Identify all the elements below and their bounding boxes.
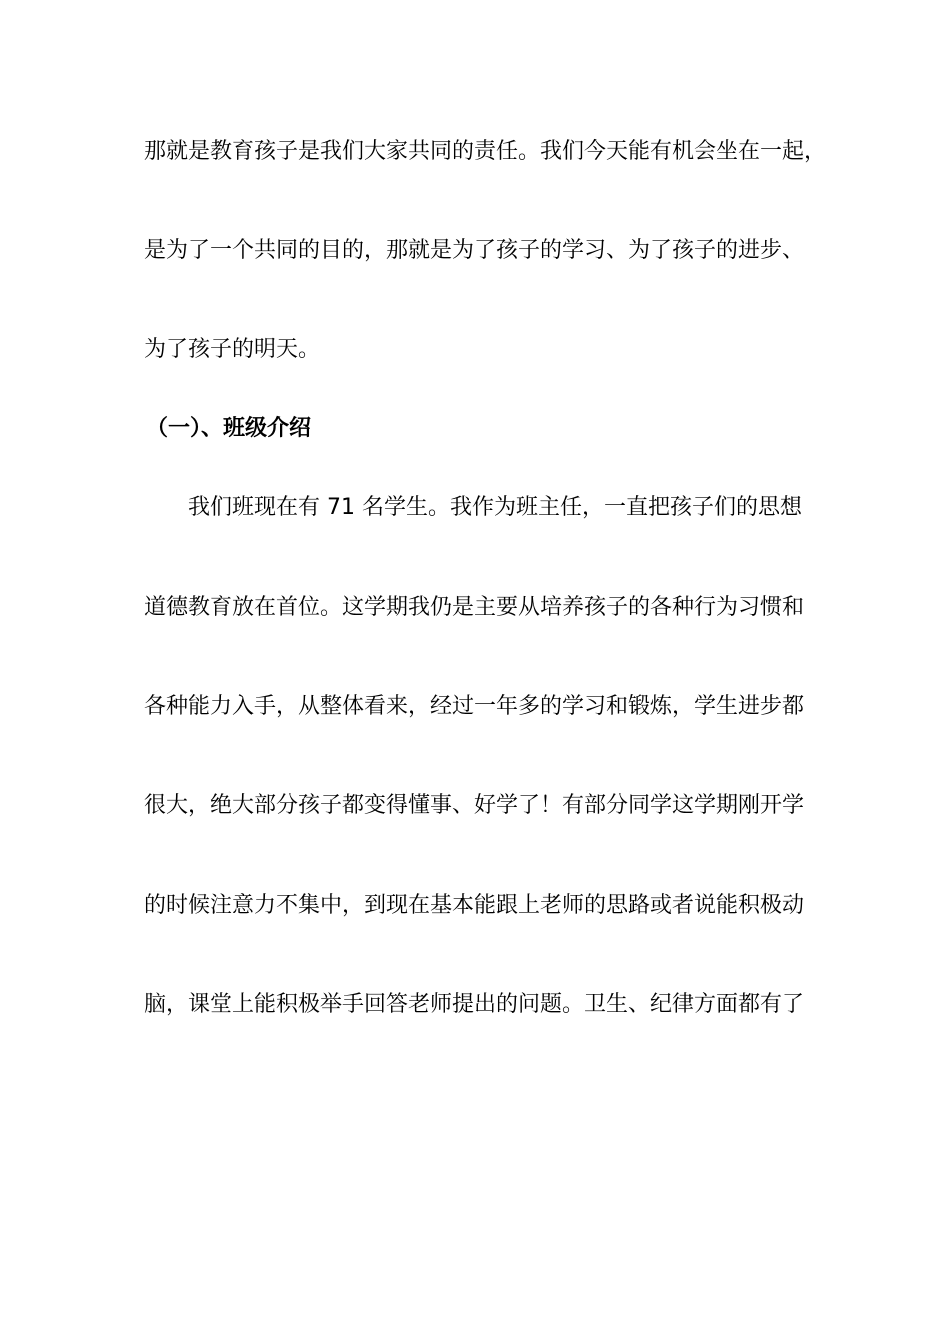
text-line: 那就是教育孩子是我们大家共同的责任。我们今天能有机会坐在一起， [144, 139, 827, 164]
section-heading: （一）、班级介绍 [146, 416, 312, 441]
paragraph-line: 道德教育放在首位。这学期我仍是主要从培养孩子的各种行为习惯和 [144, 595, 805, 620]
text-line: 是为了一个共同的目的，那就是为了孩子的学习、为了孩子的进步、 [144, 238, 805, 263]
paragraph-line: 各种能力入手，从整体看来，经过一年多的学习和锻炼，学生进步都 [144, 694, 805, 719]
paragraph-line: 脑，课堂上能积极举手回答老师提出的问题。卫生、纪律方面都有了 [144, 992, 805, 1017]
paragraph-line: 我们班现在有 71 名学生。我作为班主任，一直把孩子们的思想 [188, 495, 802, 520]
paragraph-line: 的时候注意力不集中，到现在基本能跟上老师的思路或者说能积极动 [144, 893, 805, 918]
text-line: 为了孩子的明天。 [144, 337, 321, 362]
paragraph-line: 很大，绝大部分孩子都变得懂事、好学了！有部分同学这学期刚开学 [144, 793, 805, 818]
